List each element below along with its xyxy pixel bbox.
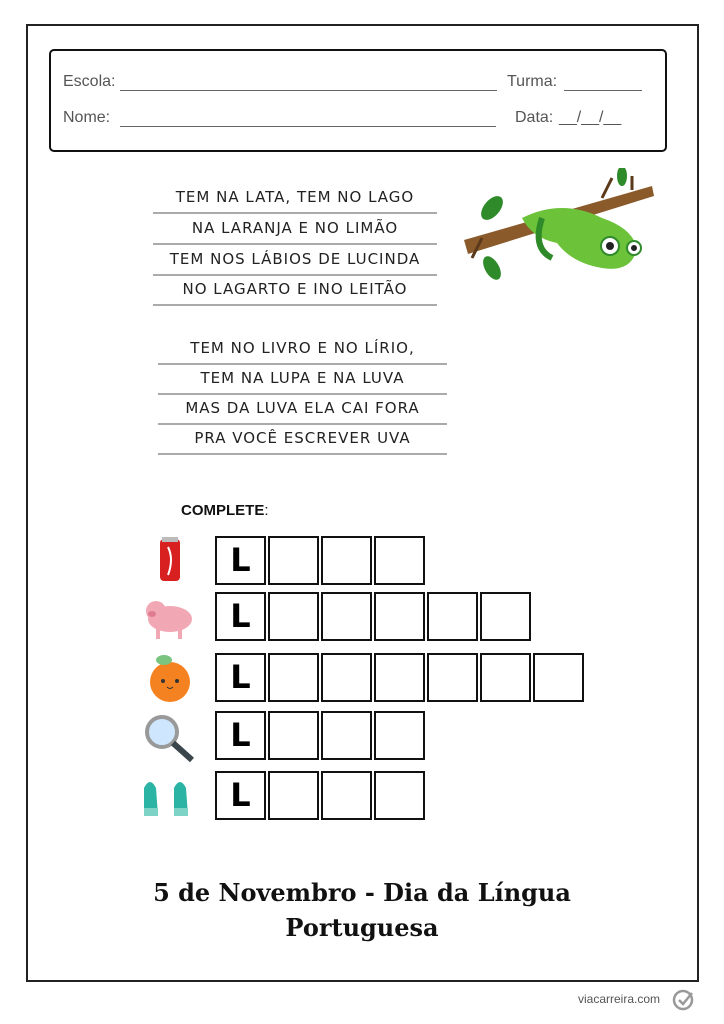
letter-input-box[interactable] xyxy=(480,592,531,641)
school-label: Escola: xyxy=(63,73,116,90)
poem-underline xyxy=(158,423,447,425)
footer-site: viacarreira.com xyxy=(578,992,661,1006)
poem-line: TEM NA LUPA E NA LUVA xyxy=(200,369,405,387)
poem-line: MAS DA LUVA ELA CAI FORA xyxy=(185,399,420,417)
poem-underline xyxy=(153,243,437,245)
letter-input-box[interactable] xyxy=(374,653,425,702)
class-label: Turma: xyxy=(507,73,558,90)
letter-input-box[interactable] xyxy=(321,653,372,702)
letter-input-box[interactable] xyxy=(533,653,584,702)
chameleon-on-branch-illustration xyxy=(462,168,656,286)
student-info-box xyxy=(49,49,667,152)
gloves-icon xyxy=(138,768,202,824)
poem-underline xyxy=(158,393,447,395)
letter-input-box[interactable] xyxy=(427,592,478,641)
poem-underline xyxy=(153,212,437,214)
poem-line: TEM NOS LÁBIOS DE LUCINDA xyxy=(169,250,421,268)
magnifying-glass-icon xyxy=(138,708,202,764)
poem-underline xyxy=(153,304,437,306)
letter-input-box[interactable] xyxy=(321,536,372,585)
letter-input-box[interactable] xyxy=(268,592,319,641)
given-letter-box: L xyxy=(215,653,266,702)
class-field[interactable] xyxy=(564,90,642,91)
poem-line: TEM NO LIVRO E NO LÍRIO, xyxy=(190,339,415,357)
given-letter-box: L xyxy=(215,711,266,760)
letter-input-box[interactable] xyxy=(268,536,319,585)
poem-underline xyxy=(153,274,437,276)
letter-input-box[interactable] xyxy=(268,653,319,702)
school-field[interactable] xyxy=(120,90,497,91)
poem-line: PRA VOCÊ ESCREVER UVA xyxy=(194,429,411,447)
letter-input-box[interactable] xyxy=(480,653,531,702)
given-letter-box: L xyxy=(215,592,266,641)
letter-input-box[interactable] xyxy=(427,653,478,702)
letter-input-box[interactable] xyxy=(321,711,372,760)
date-field[interactable]: __/__/__ xyxy=(559,109,622,126)
pig-icon xyxy=(138,589,202,645)
letter-input-box[interactable] xyxy=(321,592,372,641)
letter-input-box[interactable] xyxy=(268,711,319,760)
given-letter-box: L xyxy=(215,771,266,820)
checkmark-logo-icon xyxy=(672,988,696,1012)
letter-input-box[interactable] xyxy=(321,771,372,820)
poem-line: TEM NA LATA, TEM NO LAGO xyxy=(175,188,415,206)
letter-input-box[interactable] xyxy=(374,771,425,820)
given-letter-box: L xyxy=(215,536,266,585)
instruction: COMPLETE: xyxy=(181,502,269,519)
soda-can-icon xyxy=(138,533,202,589)
letter-input-box[interactable] xyxy=(374,536,425,585)
name-field[interactable] xyxy=(120,126,496,127)
poem-line: NA LARANJA E NO LIMÃO xyxy=(191,219,399,237)
letter-input-box[interactable] xyxy=(374,592,425,641)
page-title-line1: 5 de Novembro - Dia da Língua xyxy=(153,878,571,907)
poem-line: NO LAGARTO E INO LEITÃO xyxy=(182,280,408,298)
date-label: Data: xyxy=(515,109,554,126)
poem-underline xyxy=(158,363,447,365)
orange-icon xyxy=(138,650,202,706)
letter-input-box[interactable] xyxy=(268,771,319,820)
page-title-line2: Portuguesa xyxy=(285,913,439,942)
name-label: Nome: xyxy=(63,109,111,126)
letter-input-box[interactable] xyxy=(374,711,425,760)
poem-underline xyxy=(158,453,447,455)
